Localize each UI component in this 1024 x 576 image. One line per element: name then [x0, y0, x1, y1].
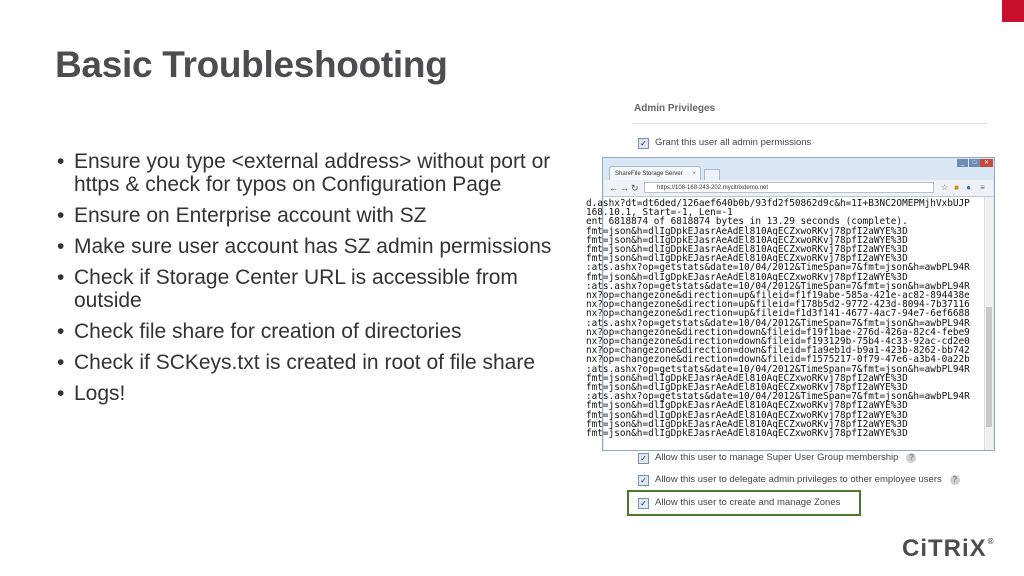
grant-all-permission[interactable]	[638, 137, 811, 149]
logo-mark: ®	[987, 537, 995, 546]
scrollbar[interactable]	[984, 197, 993, 450]
bullet-text: Check if SCKeys.txt is created in root of file share	[74, 351, 536, 374]
bullet-text: Logs!	[74, 382, 126, 405]
bullet-item	[55, 382, 555, 405]
minimize-icon[interactable]: _	[957, 159, 968, 167]
zones-label: Allow this user to create and manage Zones	[655, 497, 841, 508]
zones-permission[interactable]	[638, 497, 840, 509]
bullet-dot: •	[57, 150, 65, 173]
help-icon[interactable]: ?	[906, 453, 916, 463]
bullet-list	[55, 150, 555, 413]
panel-divider	[632, 123, 988, 124]
browser-toolbar	[604, 180, 993, 197]
forward-icon[interactable]: →	[620, 183, 629, 193]
delegate-checkbox[interactable]: ✓	[638, 475, 649, 486]
admin-privileges-header: Admin Privileges	[634, 103, 716, 114]
browser-window	[586, 157, 995, 451]
help-icon[interactable]: ?	[950, 475, 960, 485]
extension-icon[interactable]: ●	[966, 183, 971, 192]
slide-title: Basic Troubleshooting	[55, 44, 448, 85]
bullet-dot: •	[57, 204, 65, 227]
bullet-item	[55, 320, 555, 343]
bullet-text: Make sure user account has SZ admin permissions	[74, 235, 552, 258]
log-lines: d.ashx?dt=dt6ded/126aef640b0b/93fd2f50862d9c&h=1I+B3NC2OMEPMjhVxbUJP 168.10.1, Start=-1, Len=-1 ent 6818874 of 6818874 bytes in 13.29 seconds (complete). fmt=json&h=dlIgDpkEJasrAeAdEl810AqECZxwoRKvj78pfI2aWYE%3D fmt=json&h=dlIgDpkEJasrAeAdEl810AqECZxwoRKvj78pfI2aWYE%3D fmt=json&h=dlIgDpkEJasrAeAdEl810AqECZxwoRKvj78pfI2aWYE%3D fmt=json&h=dlIgDpkEJasrAeAdEl810AqECZxwoRKvj78pfI2aWYE%3D :ats.ashx?op=getstats&date=10/04/2012&TimeSpan=7&fmt=json&h=awbPL94R fmt=json&h=dlIgDpkEJasrAeAdEl810AqECZxwoRKvj78pfI2aWYE%3D :ats.ashx?op=getstats&date=10/04/2012&TimeSpan=7&fmt=json&h=awbPL94R nx?op=changezone&direction=up&fileid=f1f19abe-585a-421e-ac82-894438e nx?op=changezone&direction=up&fileid=f178b5d2-9772-423d-8094-7b37116 nx?op=changezone&direction=up&fileid=f1d3f141-4677-4ac7-94e7-6ef6688 :ats.ashx?op=getstats&date=10/04/2012&TimeSpan=7&fmt=json&h=awbPL94R nx?op=changezone&direction=down&fileid=f19f1bae-276d-426a-82c4-febe9 nx?op=changezone&direction=down&fileid=f193129b-75b4-4c33-92ac-cd2e0 nx?op=changezone&direction=down&fileid=f1a9eb1d-b9a1-423b-8262-bb742 nx?op=changezone&direction=down&fileid=f1575217-0f79-47e6-a3b4-0a22b :ats.ashx?op=getstats&date=10/04/2012&TimeSpan=7&fmt=json&h=awbPL94R fmt=json&h=dlIgDpkEJasrAeAdEl810AqECZxwoRKvj78pfI2aWYE%3D fmt=json&h=dlIgDpkEJasrAeAdEl810AqECZxwoRKvj78pfI2aWYE%3D :ats.ashx?op=getstats&date=10/04/2012&TimeSpan=7&fmt=json&h=awbPL94R fmt=json&h=dlIgDpkEJasrAeAdEl810AqECZxwoRKvj78pfI2aWYE%3D fmt=json&h=dlIgDpkEJasrAeAdEl810AqECZxwoRKvj78pfI2aWYE%3D fmt=json&h=dlIgDpkEJasrAeAdEl810AqECZxwoRKvj78pfI2aWYE%3D fmt=json&h=dlIgDpkEJasrAeAdEl810AqECZxwoRKvj78pfI2aWYE%3D	[586, 198, 970, 440]
bullet-dot: •	[57, 382, 65, 405]
bullet-text: Ensure on Enterprise account with SZ	[74, 204, 427, 227]
browser-tab[interactable]	[609, 166, 701, 180]
log-console	[586, 197, 993, 450]
close-icon[interactable]: ✕	[980, 159, 993, 167]
menu-icon[interactable]: ≡	[980, 183, 985, 192]
bullet-item	[55, 150, 555, 196]
super-user-permission[interactable]	[638, 452, 916, 464]
delegate-label: Allow this user to delegate admin privileges to other employee users	[655, 474, 942, 485]
citrix-logo	[902, 535, 995, 563]
accent-bar	[1002, 0, 1024, 22]
bullet-item	[55, 235, 555, 258]
reload-icon[interactable]: ↻	[631, 183, 639, 193]
bullet-item	[55, 351, 555, 374]
tab-close-icon[interactable]: ×	[692, 171, 696, 177]
bullet-item	[55, 266, 555, 312]
grant-all-label: Grant this user all admin permissions	[655, 137, 812, 148]
bullet-text: Check if Storage Center URL is accessible from outside	[74, 266, 518, 312]
bullet-dot: •	[57, 235, 65, 258]
star-icon[interactable]: ☆	[940, 183, 949, 192]
bullet-text: Check file share for creation of directories	[74, 320, 462, 343]
logo-text: CiTRiX	[902, 535, 987, 562]
url-text: https://108-168-243-202.mycitrixdemo.net	[657, 185, 769, 191]
super-user-label: Allow this user to manage Super User Group membership	[655, 452, 899, 463]
address-bar[interactable]	[644, 182, 934, 193]
back-icon[interactable]: ←	[609, 183, 618, 193]
delegate-permission[interactable]	[638, 474, 960, 486]
maximize-icon[interactable]: □	[969, 159, 980, 167]
bullet-item	[55, 204, 555, 227]
bullet-text: Ensure you type <external address> without port or https & check for typos on Configuration Page	[74, 150, 551, 196]
super-user-checkbox[interactable]: ✓	[638, 453, 649, 464]
scrollbar-thumb[interactable]	[986, 307, 992, 427]
bullet-dot: •	[57, 320, 65, 343]
extension-icon[interactable]: ■	[954, 183, 959, 192]
tab-title: ShareFile Storage Server	[615, 171, 683, 177]
zones-checkbox[interactable]: ✓	[638, 498, 649, 509]
grant-all-checkbox[interactable]: ✓	[638, 138, 649, 149]
bullet-dot: •	[57, 351, 65, 374]
bullet-dot: •	[57, 266, 65, 289]
